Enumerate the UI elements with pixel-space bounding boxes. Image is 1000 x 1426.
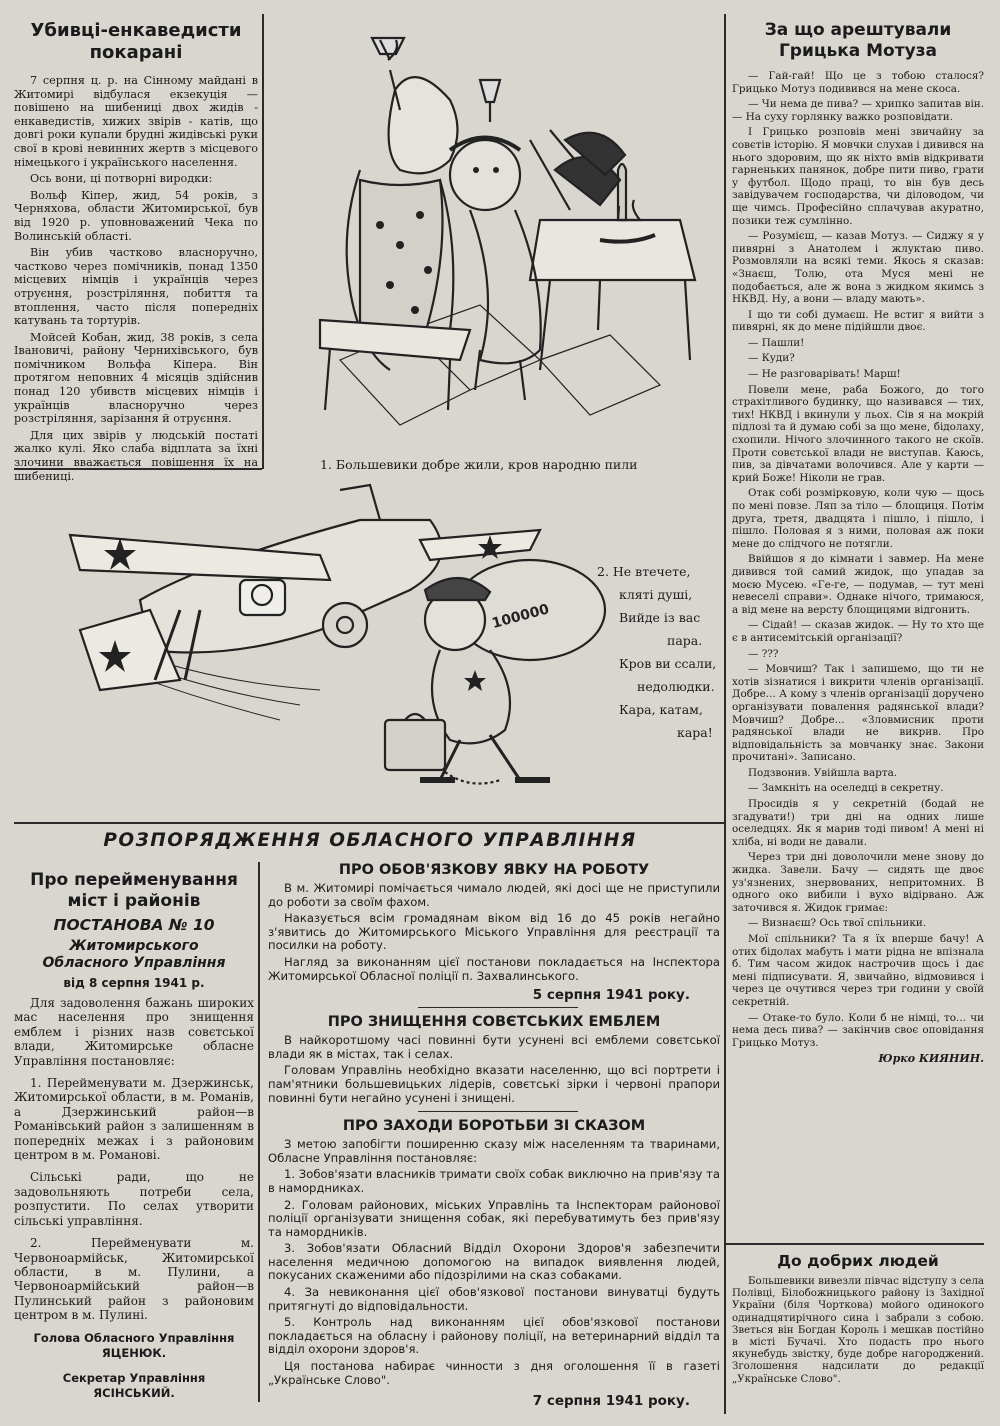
- right-article-paragraph: — Розумієш, — казав Мотуз. — Сиджу я у пивярні з Анатолем і жлуктаю пиво. Розмовляли на всякі теми. Якось я сказав: «Знаєш, Толю, ота Муся мені не подобається, але ж вона з жидком якимсь з НКВД. Ну, а вони — владу мають».: [732, 230, 984, 306]
- right-article-paragraph: — Мовчиш? Так і запишемо, що ти не хотів зізнатися і викрити членів організації. Добре... А кому з членів організації доручено організувати повалення радянської влади? Мовчиш? Добре... «Зловмисник проти радянської влади не викрив. Про відповідальність за мовчанку знає. Закони прочитані». Записано.: [732, 663, 984, 764]
- right-article-paragraph: — Гай-гай! Що це з тобою сталося? Грицько Мотуз подивився на мене скоса.: [732, 70, 984, 95]
- work-order-paragraph: Нагляд за виконанням цієї постанови покладається на Інспектора Житомирської Обласної поліції п. Захвалинського.: [268, 954, 720, 983]
- caption-line: кара!: [677, 725, 713, 740]
- section-rule: [418, 1007, 578, 1008]
- caption-line: Кара, катам,: [619, 702, 703, 717]
- left-article-paragraph: Для цих звірів у людській постаті жалко кулі. Яко слаба відплата за їхні злочини вважається повішення їх на шибениці.: [14, 428, 258, 483]
- left-article-paragraph: Ось вони, ці потворні виродки:: [30, 172, 213, 186]
- caption-line: 2. Не втечете,: [597, 564, 691, 579]
- right-article-title: За що арештували Грицька Мотуза: [764, 20, 952, 61]
- rename-date: від 8 серпня 1941 р.: [63, 976, 205, 990]
- cartoon-1-caption: 1. Большевики добре жили, кров народню пили: [320, 457, 638, 472]
- head-signature: Голова Обласного Управління ЯЦЕНЮК.: [33, 1330, 235, 1360]
- rabies-order-paragraph: 5. Контроль над виконанням цієї обов'язкової постанови покладається на обласну і районову поліції, на ветеринарний відділ та відділ охорони здоров'я.: [268, 1315, 720, 1357]
- right-article-paragraph: — Визнаєш? Ось твої спільники.: [748, 917, 927, 930]
- rename-paragraph: Для задоволення бажань широких мас населення про знищення емблем і різних назв совєтської влади, Житомирське обласне Управління постановляє:: [14, 996, 254, 1068]
- caption-line: Кров ви ссали,: [619, 656, 717, 671]
- rename-paragraph: 1. Перейменувати м. Дзержинськ, Житомирської области, в м. Романів, а Дзержинський район—в Романівський район з залишенням в попередніх межах і з районовим центром в м. Романові.: [14, 1076, 254, 1163]
- rabies-order-paragraph: 2. Головам районових, міських Управлінь та Інспекторам районової поліції організувати знищення собак, які перебуватимуть без прив'язу та намордників.: [268, 1197, 720, 1239]
- right-article-paragraph: Подзвонив. Увійшла варта.: [748, 766, 898, 779]
- work-order-paragraph: В м. Житомирі помічається чимало людей, які досі ще не приступили до роботи за своїм фахом.: [268, 881, 720, 909]
- rabies-order-title: ПРО ЗАХОДИ БОРОТЬБИ ЗІ СКАЗОМ: [342, 1118, 646, 1135]
- emblems-order-title: ПРО ЗНИЩЕННЯ СОВЄТСЬКИХ ЕМБЛЕМ: [327, 1014, 661, 1031]
- right-bottom-rule: [726, 1243, 984, 1245]
- rename-title: Про перейменування міст і районів: [30, 870, 238, 911]
- left-article-paragraph: Вольф Кіпер, жид, 54 років, з Черняхова, области Житомирської, був від 1920 р. уповноважений Чека по Волинській області.: [14, 188, 258, 243]
- rabies-order-paragraph: 4. За невиконання цієї обов'язкової постанови винуватці будуть притягнуті до відповідальности.: [268, 1285, 720, 1313]
- orders-divider: [258, 862, 260, 1402]
- right-article-paragraph: — Замкніть на оселедці в секретну.: [748, 782, 944, 795]
- column-divider-left: [262, 14, 264, 469]
- right-article-paragraph: Повели мене, раба Божого, до того страхітливого будинку, що називався — тих, тих! НКВД і вкинули у льох. Сів я на мокрій підлозі та й думаю собі за що мене, бідолаху, схопили. Нічого злочинного такого не скоїв. Проти совєтської влади не виступав. Каюсь, пив, за дівчатами волочився. Але у карти — крий Боже! Ніколи не грав.: [732, 383, 984, 484]
- orders-header: РОЗПОРЯДЖЕННЯ ОБЛАСНОГО УПРАВЛІННЯ: [103, 830, 637, 851]
- right-article-paragraph: — ???: [748, 647, 779, 660]
- rename-body-title: Житомирського Обласного Управління: [42, 938, 226, 971]
- right-article-paragraph: І що ти собі думаєш. Не встиг я вийти з пивярні, як до мене підійшли двоє.: [732, 308, 984, 334]
- orders-top-rule: [14, 822, 724, 824]
- column-divider-right: [724, 14, 726, 1414]
- work-order-date: 5 серпня 1941 року.: [532, 987, 690, 1004]
- right-article-paragraph: Мої спільники? Та я їх вперше бачу! А отих бідолах мабуть і мати рідна не впізнала б. Тим часом жидок настрочив щось і дає мені підписувати. Я, звичайно, відмовився і через це очутився через три години у своїй секретній.: [732, 933, 984, 1008]
- rename-subtitle: ПОСТАНОВА № 10: [53, 916, 215, 934]
- cartoon-escape-illustration: [60, 480, 620, 810]
- work-order-paragraph: Наказується всім громадянам віком від 16 до 45 років негайно з'явитись до Житомирського Міського Управління для реєстрації та посилки на роботу.: [268, 911, 720, 953]
- right-article: [732, 18, 984, 1240]
- right-article-author: Юрко КИЯНИН.: [878, 1052, 984, 1066]
- right-article-paragraph: Отак собі розмірковую, коли чую — щось по мені повзе. Ляп за тіло — блощиця. Потім друга, третя, двадцята і пішло, і пішло, і пішло. Половая я з ними, половая аж поки мене до слідчого не потягли.: [732, 487, 984, 550]
- orders-column: [268, 862, 720, 1418]
- left-article-paragraph: 7 серпня ц. р. на Сінному майдані в Житомирі відбулася екзекуція — повішено на шибениці двох жидів - енкаведистів, хижих звірів - катів, що довгі роки купали брудні жидівські руки свої в крові невинних жертв з місцевого німецького і українського населення.: [14, 74, 258, 169]
- right-article-paragraph: — Пашли!: [748, 336, 805, 349]
- cartoon-2-caption: [597, 560, 722, 744]
- left-article-paragraph: Він убив частково власноручно, частково через помічників, понад 1350 місцевих німців і українців через отруєння, розстріляння, побиття та втоплення, часто після попередніх катувань та тортурів.: [14, 246, 258, 328]
- rabies-order-paragraph: 3. Зобов'язати Обласний Відділ Охорони Здоров'я забезпечити населення медичною допомогою на випадок виявлення людей, покусаних скаженими або підозрілими на сказ собаками.: [268, 1241, 720, 1283]
- right-article-paragraph: Через три дні доволочили мене знову до жидка. Завели. Бачу — сидять ще двоє уз'язнених, знервованих, непритомних. В одного око вибили і вухо відірвано. Аж заточився я. Жидок гримає:: [732, 851, 984, 914]
- rabies-order-paragraph: Ця постанова набирає чинности з дня оголошення її в газеті „Українське Слово".: [268, 1359, 720, 1387]
- bag-label: 100000: [490, 601, 551, 632]
- rename-paragraph: Сільські ради, що не задовольняють потреби села, розпустити. По селах утворити сільські управління.: [14, 1170, 254, 1228]
- emblems-order-paragraph: В найкоротшому часі повинні бути усунені всі емблеми совєтської влади як в містах, так і селах.: [268, 1033, 720, 1061]
- caption-line: Вийде із вас: [619, 610, 701, 625]
- secretary-signature: Секретар Управління ЯСІНСЬКИЙ.: [62, 1370, 206, 1400]
- rename-paragraph: 2. Перейменувати м. Червоноармійськ, Житомирської области, в м. Пулини, а Червоноармійський район—в Пулинський район з районовим центром в м. Пулині.: [14, 1236, 254, 1323]
- rename-decree: [14, 866, 254, 1416]
- left-article: [14, 18, 258, 483]
- caption-line: кляті душі,: [619, 587, 693, 602]
- right-article-paragraph: — Чи нема де пива? — хрипко запитав він. — На суху горлянку важко розповідати.: [732, 98, 984, 123]
- caption-line: недолюдки.: [637, 679, 715, 694]
- right-article-paragraph: Просидів я у секретній (бодай не згадувати!) три дні на одних лише оселедцях. Як я марив тоді пивом! А мені ні хліба, ні води не давали.: [732, 798, 984, 848]
- right-article-paragraph: — Сідай! — сказав жидок. — Ну то хто ще є в антисемітській організації?: [732, 619, 984, 644]
- right-article-paragraph: — Не разговарівать! Марш!: [748, 368, 901, 381]
- rabies-order-paragraph: 1. Зобов'язати власників тримати своїх собак виключно на прив'язу та в намордниках.: [268, 1167, 720, 1195]
- rabies-order-date: 7 серпня 1941 року.: [532, 1393, 690, 1410]
- right-article-paragraph: — Куди?: [748, 352, 795, 365]
- caption-line: пара.: [667, 633, 703, 648]
- work-order-title: ПРО ОБОВ'ЯЗКОВУ ЯВКУ НА РОБОТУ: [338, 862, 650, 878]
- cartoon-feast-illustration: [300, 30, 700, 440]
- right-article-paragraph: І Грицько розповів мені звичайну за совєтів історію. Я мовчки слухав і дивився на нього здоровим, що як ніхто вмів відкривати гарненьких панянок, добре пити пиво, грати у футбол. Щодо праці, то він був десь завідувачем господарства, чи діловодом, чи ще чимсь. Професійно сплачував акуратно, позики теж сумлінно.: [732, 126, 984, 227]
- good-people-title: До добрих людей: [777, 1252, 939, 1270]
- emblems-order-paragraph: Головам Управлінь необхідно вказати населенню, що всі портрети і пам'ятники большевицьких лідерів, совєтські зірки і червоні прапори повинні бути негайно усунені і знищені.: [268, 1063, 720, 1105]
- right-article-paragraph: — Отаке-то було. Коли б не німці, то... чи нема десь пива? — закінчив своє оповідання Грицько Мотуз.: [732, 1011, 984, 1049]
- good-people-notice: [732, 1250, 984, 1420]
- right-article-paragraph: Ввійшов я до кімнати і завмер. На мене дивився той самий жидок, що упадав за моєю Мусею. «Ге-ге, — подумав, — тут мені невеселі справи». Однаке нічого, тримаюся, а від мене на версту блощицями відгонить.: [732, 553, 984, 616]
- rabies-order-paragraph: З метою запобігти поширенню сказу між населенням та тваринами, Обласне Управління постановляє:: [268, 1137, 720, 1165]
- good-people-text: Большевики вивезли півчас відступу з села Полівці, Білобожницького району із Західної України (біля Чорткова) мойого одинокого одинадцятирічного сина і забрали з собою. Зветься він Богдан Король і мешкав постійно в місті Бучачі. Хто подасть про нього якунебудь звістку, буде добре нагороджений. Зголошення надсилати до редакції „Українське Слово".: [732, 1276, 984, 1385]
- left-article-paragraph: Мойсей Кобан, жид, 38 років, з села Івановичі, району Чернихівського, був помічником Вольфа Кіпера. Він протягом неповних 4 місяців здійснив понад 120 убивств місцевих німців і українців власноручно через розстріляння, зарізання й отруєння.: [14, 330, 258, 426]
- section-rule: [418, 1111, 578, 1112]
- left-article-title: Убивці-енкаведисти покарані: [30, 20, 242, 63]
